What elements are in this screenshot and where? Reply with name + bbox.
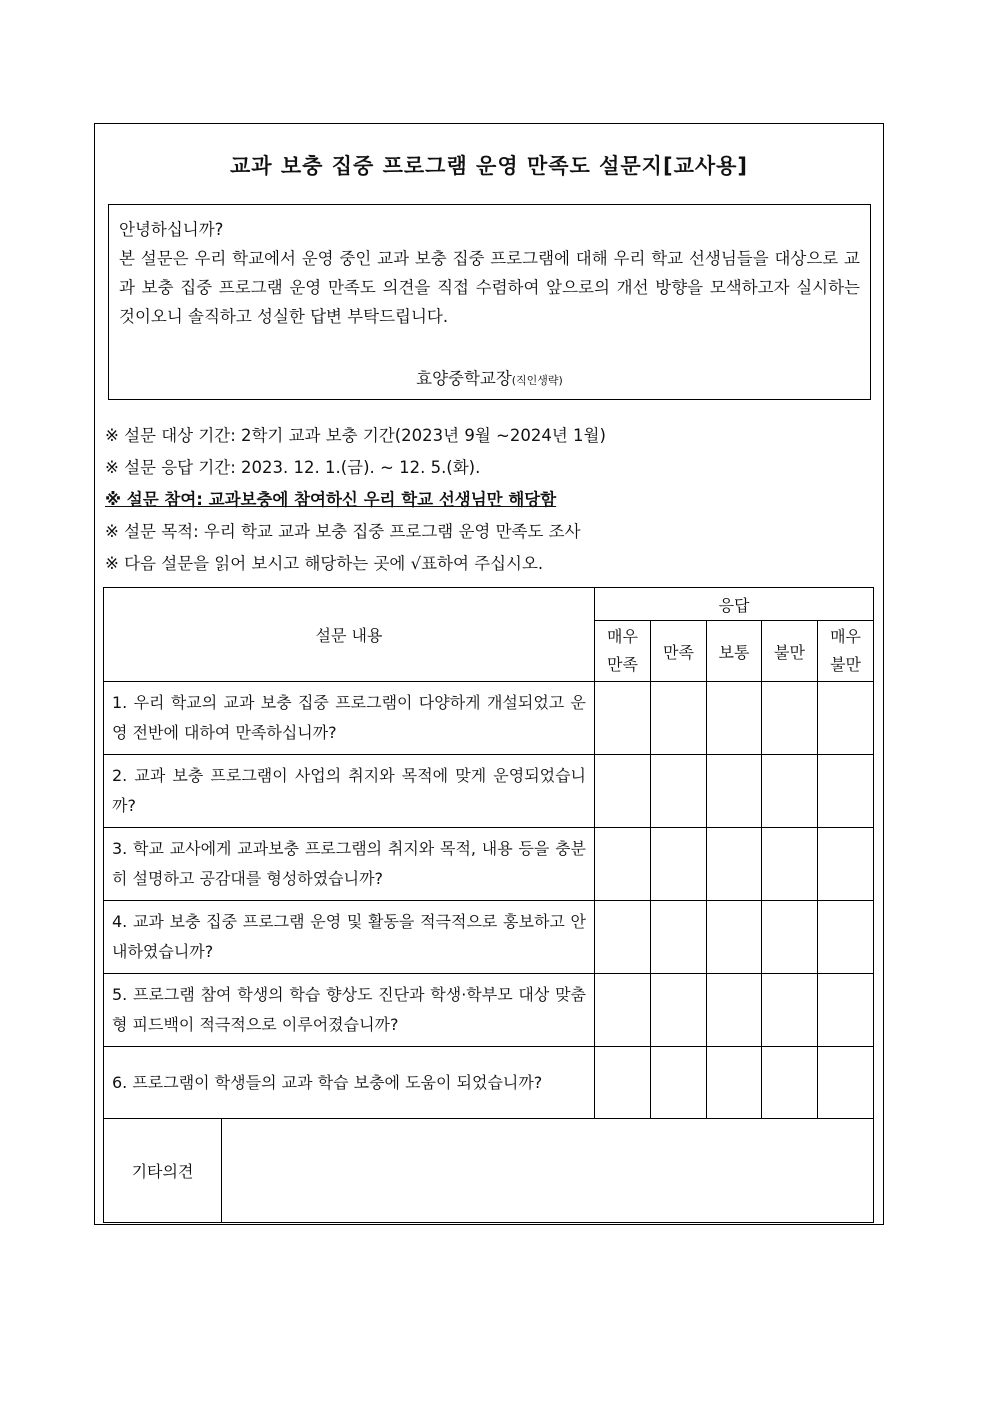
answer-cell[interactable] [762, 901, 818, 974]
answer-cell[interactable] [707, 755, 762, 828]
note-participants: ※ 설문 참여: 교과보충에 참여하신 우리 학교 선생님만 해당함 [105, 490, 557, 509]
answer-cell[interactable] [818, 682, 874, 755]
note-purpose: ※ 설문 목적: 우리 학교 교과 보충 집중 프로그램 운영 만족도 조사 [105, 522, 581, 541]
answer-cell[interactable] [762, 828, 818, 901]
signature-note: (직인생략) [511, 374, 563, 387]
answer-cell[interactable] [707, 682, 762, 755]
answer-cell[interactable] [651, 1047, 707, 1119]
answer-cell[interactable] [707, 1047, 762, 1119]
answer-cell[interactable] [595, 901, 651, 974]
answer-cell[interactable] [707, 828, 762, 901]
content-header: 설문 내용 [104, 588, 595, 682]
signature-name: 효양중학교장 [416, 369, 512, 388]
answer-cell[interactable] [818, 901, 874, 974]
option-very-dissatisfied: 매우 불만 [818, 621, 874, 682]
table-row [104, 755, 874, 828]
answer-cell[interactable] [595, 682, 651, 755]
table-row [104, 974, 874, 1047]
answer-cell[interactable] [707, 974, 762, 1047]
answer-cell[interactable] [595, 974, 651, 1047]
answer-cell[interactable] [651, 755, 707, 828]
question-5: 5. 프로그램 참여 학생의 학습 향상도 진단과 학생·학부모 대상 맞춤형 피드백이 적극적으로 이루어졌습니까? [104, 974, 595, 1047]
intro-greeting: 안녕하십니까? [119, 220, 224, 239]
question-4: 4. 교과 보충 집중 프로그램 운영 및 활동을 적극적으로 홍보하고 안내하였습니까? [104, 901, 595, 974]
question-6: 6. 프로그램이 학생들의 교과 학습 보충에 도움이 되었습니까? [104, 1047, 595, 1119]
note-instruction: ※ 다음 설문을 읽어 보시고 해당하는 곳에 √표하여 주십시오. [105, 554, 544, 573]
option-dissatisfied: 불만 [762, 621, 818, 682]
option-satisfied: 만족 [651, 621, 707, 682]
answer-cell[interactable] [651, 901, 707, 974]
survey-table [103, 587, 874, 1223]
answer-cell[interactable] [707, 901, 762, 974]
intro-body: 본 설문은 우리 학교에서 운영 중인 교과 보충 집중 프로그램에 대해 우리 학교 선생님들을 대상으로 교과 보충 집중 프로그램 운영 만족도 의견을 직접 수렴하여 앞으로의 개선 방향을 모색하고자 실시하는 것이오니 솔직하고 성실한 답변 부탁드립니다. [119, 249, 860, 326]
answer-cell[interactable] [762, 682, 818, 755]
answer-cell[interactable] [818, 828, 874, 901]
signature [109, 365, 870, 389]
answer-cell[interactable] [818, 755, 874, 828]
answer-cell[interactable] [651, 828, 707, 901]
option-neutral: 보통 [707, 621, 762, 682]
table-row [104, 901, 874, 974]
table-row [104, 682, 874, 755]
page-title: 교과 보충 집중 프로그램 운영 만족도 설문지[교사용] [229, 154, 749, 178]
table-row [104, 1047, 874, 1119]
answer-cell[interactable] [762, 974, 818, 1047]
answer-cell[interactable] [651, 682, 707, 755]
etc-label: 기타의견 [104, 1119, 222, 1223]
question-1: 1. 우리 학교의 교과 보충 집중 프로그램이 다양하게 개설되었고 운영 전반에 대하여 만족하십니까? [104, 682, 595, 755]
note-response-period: ※ 설문 응답 기간: 2023. 12. 1.(금). ~ 12. 5.(화). [105, 458, 481, 477]
answer-cell[interactable] [595, 755, 651, 828]
note-period: ※ 설문 대상 기간: 2학기 교과 보충 기간(2023년 9월 ~2024년 1월) [105, 426, 606, 445]
table-row [104, 828, 874, 901]
notes-list [105, 420, 875, 580]
answer-cell[interactable] [595, 828, 651, 901]
question-3: 3. 학교 교사에게 교과보충 프로그램의 취지와 목적, 내용 등을 충분히 설명하고 공감대를 형성하였습니까? [104, 828, 595, 901]
response-header: 응답 [595, 588, 874, 621]
etc-input-area[interactable] [222, 1119, 874, 1223]
intro-box [108, 204, 871, 400]
question-2: 2. 교과 보충 프로그램이 사업의 취지와 목적에 맞게 운영되었습니까? [104, 755, 595, 828]
survey-frame [94, 123, 884, 1225]
answer-cell[interactable] [762, 755, 818, 828]
answer-cell[interactable] [651, 974, 707, 1047]
answer-cell[interactable] [595, 1047, 651, 1119]
answer-cell[interactable] [818, 1047, 874, 1119]
table-row [104, 1119, 874, 1223]
answer-cell[interactable] [818, 974, 874, 1047]
answer-cell[interactable] [762, 1047, 818, 1119]
option-very-satisfied: 매우 만족 [595, 621, 651, 682]
